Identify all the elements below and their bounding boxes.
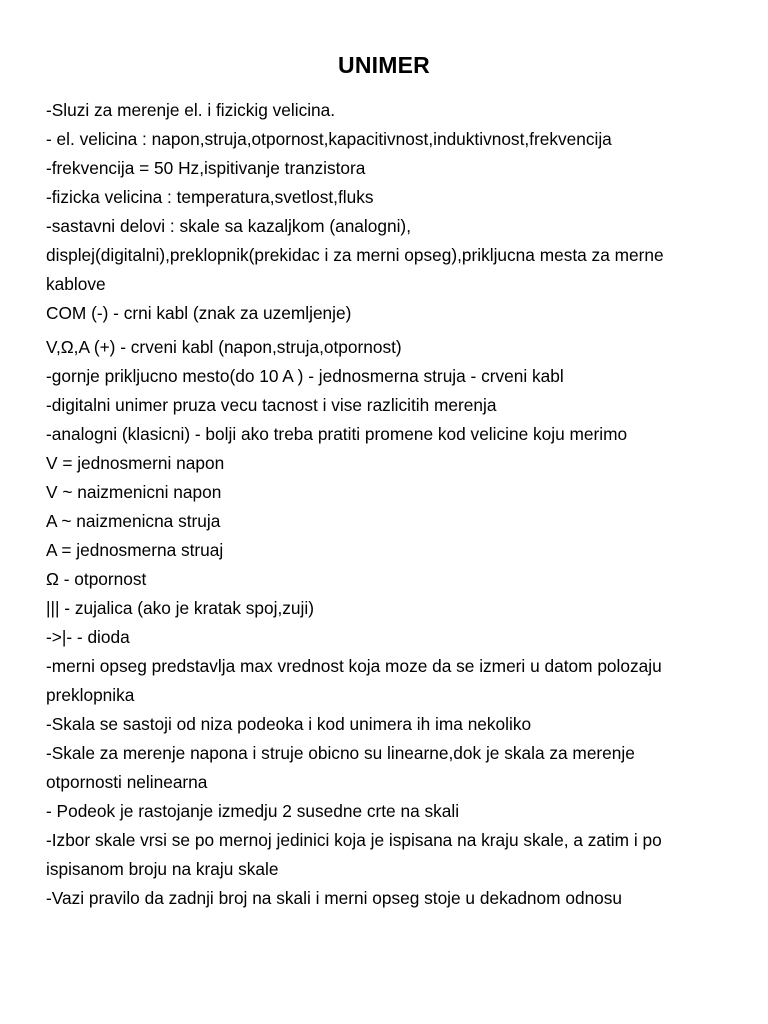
text-line: -Skale za merenje napona i struje obicno su linearne,dok je skala za merenje — [46, 743, 635, 763]
text-line: -frekvencija = 50 Hz,ispitivanje tranzistora — [46, 158, 366, 178]
text-line: ->|- - dioda — [46, 627, 130, 647]
text-line: -merni opseg predstavlja max vrednost koja moze da se izmeri u datom polozaju — [46, 656, 662, 676]
text-line: kablove — [46, 274, 106, 294]
text-line: ispisanom broju na kraju skale — [46, 859, 279, 879]
text-line: V ~ naizmenicni napon — [46, 482, 222, 502]
text-line: COM (-) - crni kabl (znak za uzemljenje) — [46, 303, 352, 323]
document-body — [46, 96, 736, 913]
text-line: V,Ω,A (+) - crveni kabl (napon,struja,otpornost) — [46, 337, 402, 357]
text-line: A = jednosmerna struaj — [46, 540, 224, 560]
text-line: V = jednosmerni napon — [46, 453, 225, 473]
text-line: -Izbor skale vrsi se po mernoj jedinici koja je ispisana na kraju skale, a zatim i po — [46, 830, 662, 850]
text-line: -fizicka velicina : temperatura,svetlost,fluks — [46, 187, 374, 207]
text-line: -gornje prikljucno mesto(do 10 A ) - jednosmerna struja - crveni kabl — [46, 366, 564, 386]
text-line: -sastavni delovi : skale sa kazaljkom (analogni), — [46, 216, 411, 236]
text-line: - Podeok je rastojanje izmedju 2 susedne crte na skali — [46, 801, 460, 821]
text-line: -Skala se sastoji od niza podeoka i kod unimera ih ima nekoliko — [46, 714, 532, 734]
text-line: -Vazi pravilo da zadnji broj na skali i merni opseg stoje u dekadnom odnosu — [46, 888, 623, 908]
text-line: ||| - zujalica (ako je kratak spoj,zuji) — [46, 598, 314, 618]
text-line: otpornosti nelinearna — [46, 772, 208, 792]
text-line: A ~ naizmenicna struja — [46, 511, 221, 531]
text-line: - el. velicina : napon,struja,otpornost,kapacitivnost,induktivnost,frekvencija — [46, 129, 612, 149]
text-line: -analogni (klasicni) - bolji ako treba pratiti promene kod velicine koju merimo — [46, 424, 628, 444]
text-line: preklopnika — [46, 685, 135, 705]
text-line: -Sluzi za merenje el. i fizickig velicina. — [46, 100, 336, 120]
text-line: -digitalni unimer pruza vecu tacnost i vise razlicitih merenja — [46, 395, 497, 415]
document-title: UNIMER — [338, 52, 430, 78]
text-line: Ω - otpornost — [46, 569, 147, 589]
text-line: displej(digitalni),preklopnik(prekidac i za merni opseg),prikljucna mesta za merne — [46, 245, 664, 265]
